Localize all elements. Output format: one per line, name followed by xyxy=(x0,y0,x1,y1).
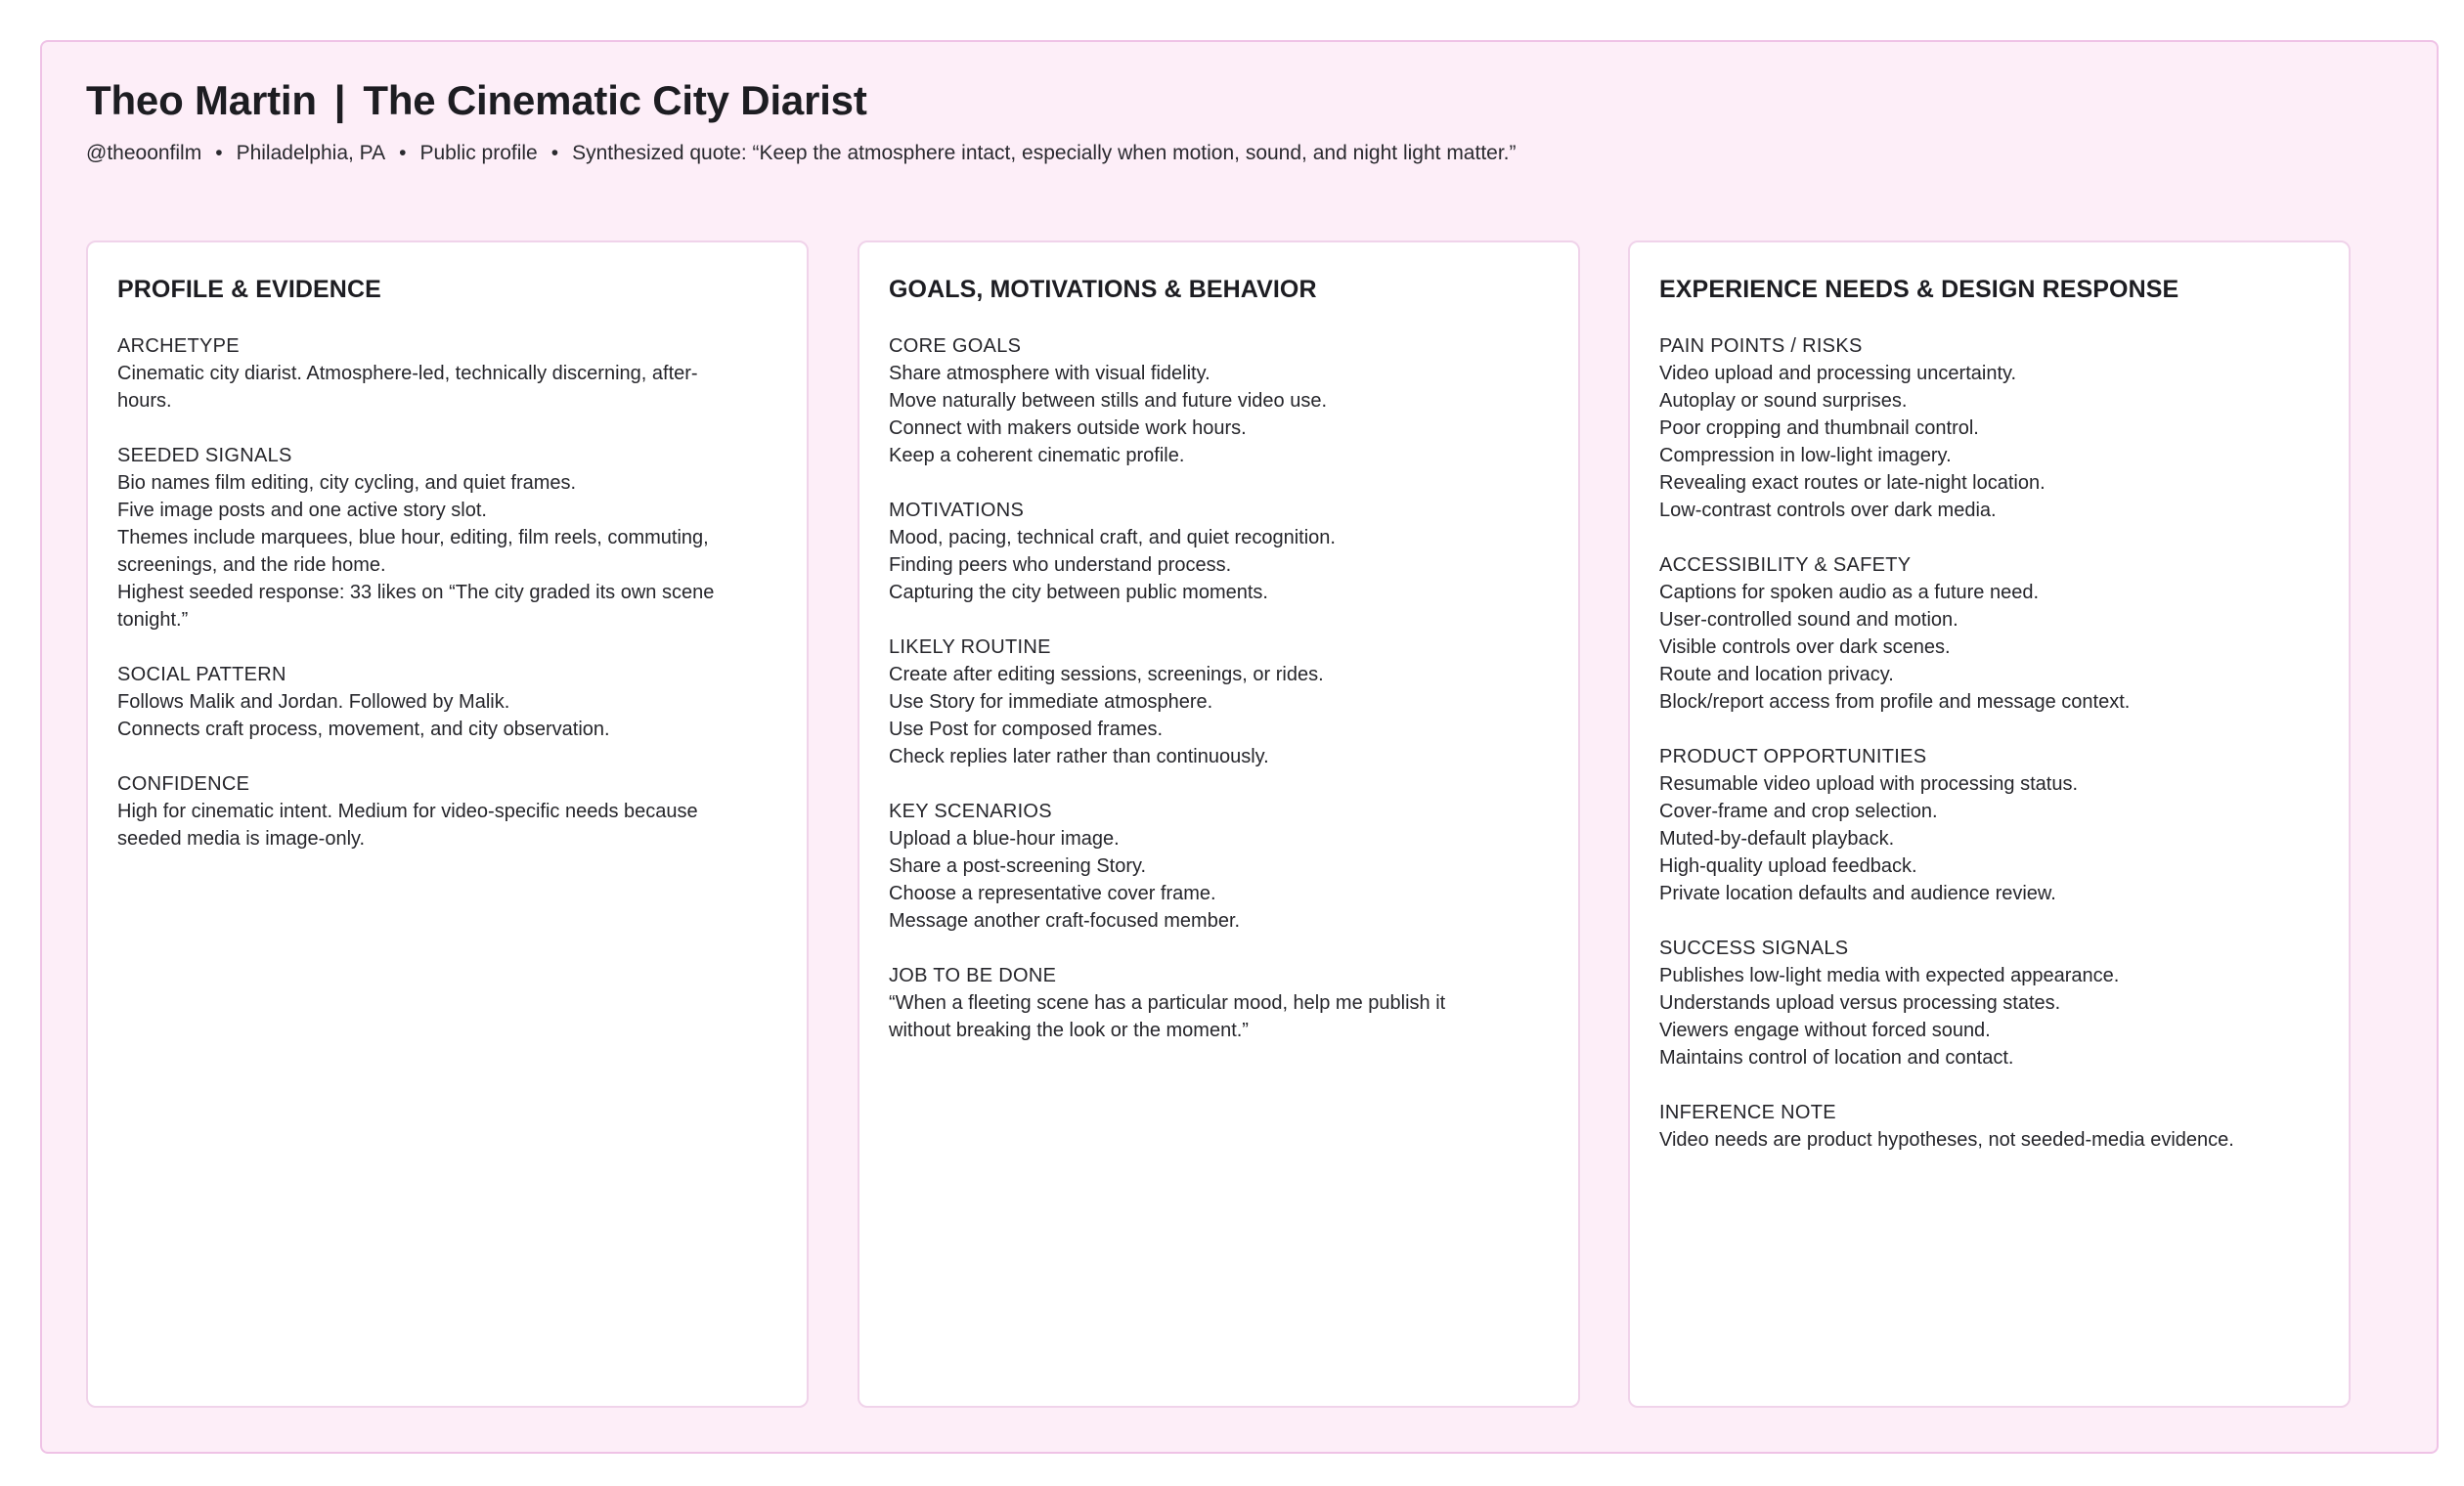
section-line: without breaking the look or the moment.” xyxy=(889,1020,1249,1041)
persona-title: The Cinematic City Diarist xyxy=(363,77,867,123)
section-label: SOCIAL PATTERN xyxy=(117,664,286,685)
card-section xyxy=(1659,332,2319,524)
section-line: Private location defaults and audience review. xyxy=(1659,883,2056,904)
card-section xyxy=(117,442,777,634)
section-line: Low-contrast controls over dark media. xyxy=(1659,500,1997,521)
title-separator: | xyxy=(333,77,346,123)
card-heading: GOALS, MOTIVATIONS & BEHAVIOR xyxy=(889,276,1317,303)
card-section xyxy=(889,332,1549,469)
card-experience-needs xyxy=(1628,240,2351,1408)
card-section xyxy=(889,497,1549,606)
section-line: Poor cropping and thumbnail control. xyxy=(1659,417,1979,439)
card-section xyxy=(889,962,1549,1044)
card-section xyxy=(889,798,1549,935)
section-line: Cinematic city diarist. Atmosphere-led, technically discerning, after- xyxy=(117,363,698,384)
section-line: screenings, and the ride home. xyxy=(117,554,386,576)
section-line: Highest seeded response: 33 likes on “The city graded its own scene xyxy=(117,582,715,603)
section-line: tonight.” xyxy=(117,609,189,631)
section-label: ARCHETYPE xyxy=(117,335,240,357)
meta-handle: @theoonfilm xyxy=(86,142,202,164)
section-line: Move naturally between stills and future video use. xyxy=(889,390,1328,412)
meta-bullet: • xyxy=(399,142,407,164)
section-line: Revealing exact routes or late-night location. xyxy=(1659,472,2046,494)
meta-location: Philadelphia, PA xyxy=(236,142,386,164)
section-line: Follows Malik and Jordan. Followed by Malik. xyxy=(117,691,510,713)
section-line: Compression in low-light imagery. xyxy=(1659,445,1952,466)
section-line: Connects craft process, movement, and city observation. xyxy=(117,719,610,740)
section-label: LIKELY ROUTINE xyxy=(889,636,1051,658)
persona-name: Theo Martin xyxy=(86,77,317,123)
section-line: Bio names film editing, city cycling, and quiet frames. xyxy=(117,472,577,494)
section-line: Video needs are product hypotheses, not seeded-media evidence. xyxy=(1659,1129,2234,1151)
section-line: Block/report access from profile and message context. xyxy=(1659,691,2131,713)
section-line: Check replies later rather than continuously. xyxy=(889,746,1269,767)
section-line: Create after editing sessions, screenings, or rides. xyxy=(889,664,1324,685)
section-line: Video upload and processing uncertainty. xyxy=(1659,363,2017,384)
section-line: Use Post for composed frames. xyxy=(889,719,1164,740)
section-label: MOTIVATIONS xyxy=(889,500,1025,521)
section-label: CONFIDENCE xyxy=(117,773,250,795)
section-line: Message another craft-focused member. xyxy=(889,910,1241,932)
page-title xyxy=(86,75,867,126)
section-line: Visible controls over dark scenes. xyxy=(1659,636,1951,658)
section-line: High for cinematic intent. Medium for video-specific needs because xyxy=(117,801,698,822)
section-line: User-controlled sound and motion. xyxy=(1659,609,1958,631)
section-line: High-quality upload feedback. xyxy=(1659,855,1917,877)
section-line: Publishes low-light media with expected appearance. xyxy=(1659,965,2120,986)
section-line: seeded media is image-only. xyxy=(117,828,366,850)
section-line: Maintains control of location and contact. xyxy=(1659,1047,2014,1069)
card-section xyxy=(1659,551,2319,716)
card-heading: PROFILE & EVIDENCE xyxy=(117,276,381,303)
section-line: Connect with makers outside work hours. xyxy=(889,417,1247,439)
section-line: Keep a coherent cinematic profile. xyxy=(889,445,1185,466)
section-line: Finding peers who understand process. xyxy=(889,554,1232,576)
section-label: CORE GOALS xyxy=(889,335,1022,357)
section-line: Captions for spoken audio as a future need. xyxy=(1659,582,2040,603)
section-label: INFERENCE NOTE xyxy=(1659,1102,1836,1123)
meta-quote: Synthesized quote: “Keep the atmosphere intact, especially when motion, sound, and night light matter.” xyxy=(572,142,1517,164)
section-line: Autoplay or sound surprises. xyxy=(1659,390,1908,412)
section-label: ACCESSIBILITY & SAFETY xyxy=(1659,554,1912,576)
card-section xyxy=(1659,743,2319,907)
card-section xyxy=(889,634,1549,770)
section-line: Understands upload versus processing states. xyxy=(1659,992,2061,1014)
section-label: KEY SCENARIOS xyxy=(889,801,1052,822)
section-line: Route and location privacy. xyxy=(1659,664,1894,685)
section-line: Share a post-screening Story. xyxy=(889,855,1147,877)
section-line: Upload a blue-hour image. xyxy=(889,828,1120,850)
section-line: Cover-frame and crop selection. xyxy=(1659,801,1938,822)
section-label: JOB TO BE DONE xyxy=(889,965,1057,986)
section-line: Viewers engage without forced sound. xyxy=(1659,1020,1991,1041)
section-line: Capturing the city between public moments. xyxy=(889,582,1268,603)
section-label: SEEDED SIGNALS xyxy=(117,445,292,466)
section-label: PAIN POINTS / RISKS xyxy=(1659,335,1863,357)
persona-meta xyxy=(86,140,1517,167)
section-label: PRODUCT OPPORTUNITIES xyxy=(1659,746,1927,767)
card-heading: EXPERIENCE NEEDS & DESIGN RESPONSE xyxy=(1659,276,2179,303)
card-profile-evidence xyxy=(86,240,809,1408)
section-line: Five image posts and one active story slot. xyxy=(117,500,487,521)
section-line: Resumable video upload with processing status. xyxy=(1659,773,2079,795)
section-line: Use Story for immediate atmosphere. xyxy=(889,691,1213,713)
meta-bullet: • xyxy=(550,142,559,164)
card-section xyxy=(117,661,777,743)
card-goals-motivations-behavior xyxy=(858,240,1580,1408)
section-line: Muted-by-default playback. xyxy=(1659,828,1895,850)
card-section xyxy=(117,770,777,852)
section-label: SUCCESS SIGNALS xyxy=(1659,938,1849,959)
section-line: hours. xyxy=(117,390,172,412)
card-section xyxy=(117,332,777,415)
section-line: Share atmosphere with visual fidelity. xyxy=(889,363,1210,384)
meta-bullet: • xyxy=(215,142,223,164)
card-section xyxy=(1659,1099,2319,1154)
section-line: Mood, pacing, technical craft, and quiet recognition. xyxy=(889,527,1336,548)
card-section xyxy=(1659,935,2319,1071)
section-line: Themes include marquees, blue hour, editing, film reels, commuting, xyxy=(117,527,709,548)
meta-visibility: Public profile xyxy=(419,142,538,164)
section-line: “When a fleeting scene has a particular mood, help me publish it xyxy=(889,992,1446,1014)
section-line: Choose a representative cover frame. xyxy=(889,883,1216,904)
